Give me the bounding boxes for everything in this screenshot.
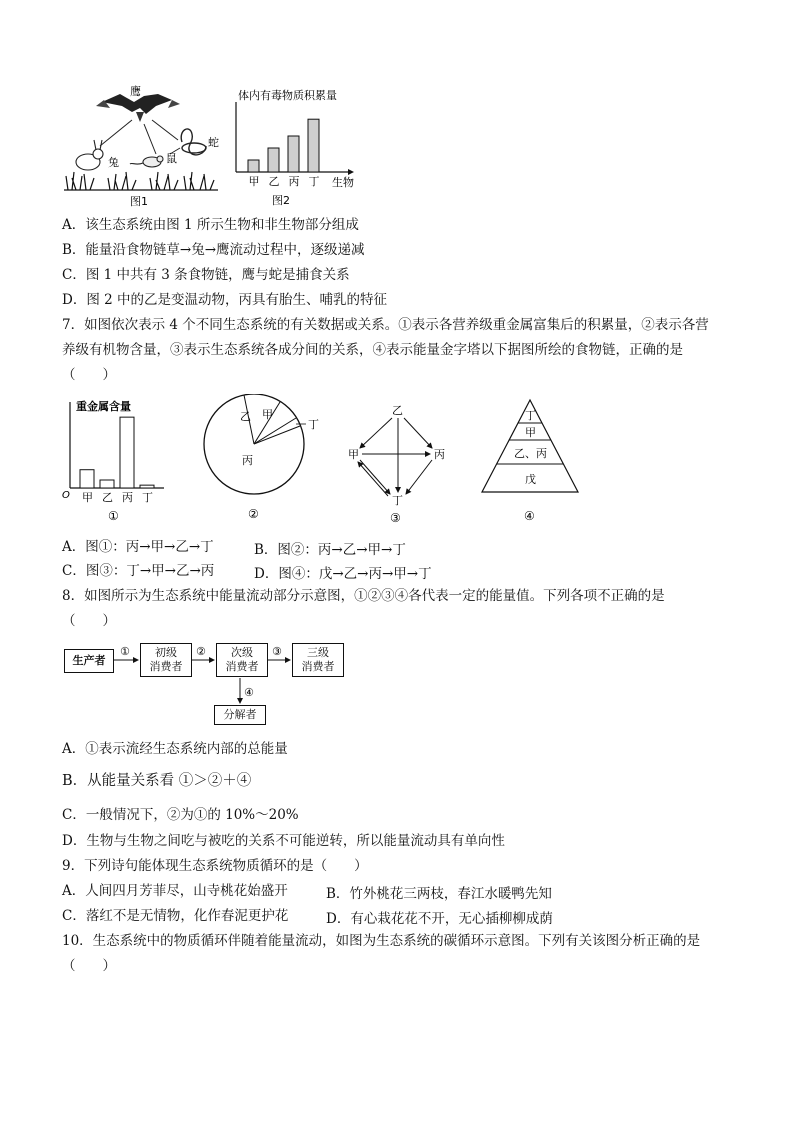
q7f1-ylabel: 重金属含量 [76,400,131,413]
q8-option-c: C．一般情况下，②为①的 10%～20% [62,807,299,823]
pie-label-yi: 乙 [240,410,251,423]
toxin-bar-chart [228,88,368,208]
q6-option-b: B．能量沿食物链草→兔→鹰流动过程中，逐级递减 [62,242,365,258]
q9-stem: 9．下列诗句能体现生态系统物质循环的是（ ） [62,858,368,874]
flow-secondary-label1: 次级 [231,646,253,659]
q7-stem-line1: 7．如图依次表示 4 个不同生态系统的有关数据或关系。①表示各营养级重金属富集后的积累量，②表示各营 [62,317,709,333]
q7f3-node-ding: 丁 [392,494,403,507]
flow-num-1: ① [120,645,130,658]
rabbit-illustration [76,140,103,170]
q9-option-b: B．竹外桃花三两枝，春江水暖鸭先知 [326,886,552,902]
rabbit-label: 兔 [108,156,119,169]
q7-option-a: A．图①：丙→甲→乙→丁 [62,539,214,555]
flow-decomposer-label: 分解者 [223,708,257,721]
fig2-ylabel: 体内有毒物质积累量 [238,89,337,102]
q7f1-bar-2 [120,417,134,488]
fig2-tick-3: 丁 [308,175,320,188]
flow-num-3: ③ [272,645,282,658]
fig2-tick-2: 丙 [288,175,300,188]
q7-stem-line2: 养级有机物含量，③表示生态系统各成分间的关系，④表示能量金字塔以下据图所绘的食物链，正确的是 [62,342,683,358]
pyramid-level-ding: 丁 [525,409,536,422]
snake-label: 蛇 [208,136,219,149]
q7f1-bar-0 [80,470,94,488]
flow-secondary-label2: 消费者 [225,660,259,673]
flow-arrows [112,640,302,710]
energy-pyramid [480,396,580,526]
q8-option-a: A．①表示流经生态系统内部的总能量 [62,741,288,757]
mouse-illustration [130,156,163,167]
q9-option-a: A．人间四月芳菲尽，山寺桃花始盛开 [62,883,288,899]
mouse-label: 鼠 [166,152,177,165]
q7-option-c: C．图③：丁→甲→乙→丙 [62,563,215,579]
q7f1-bar-1 [100,480,114,488]
q7f1-tick-0: 甲 [82,491,93,504]
fig2-x-arrow [348,169,354,175]
q6-option-d: D．图 2 中的乙是变温动物，丙具有胎生、哺乳的特征 [62,292,387,308]
q7f3-node-yi: 乙 [392,404,403,417]
food-web-figure [60,84,230,209]
fig2-bar-3 [308,119,319,172]
flow-num-4: ④ [244,686,254,699]
fig2-bar-0 [248,160,259,172]
flow-num-2: ② [196,645,206,658]
flow-primary-label2: 消费者 [149,660,183,673]
fig2-tick-1: 乙 [268,175,280,188]
q8-option-b: B．从能量关系看 ①＞②＋④ [62,773,252,789]
q6-option-a: A．该生态系统由图 1 所示生物和非生物部分组成 [62,217,359,233]
pie-label-bing: 丙 [242,454,253,467]
eagle-label: 鹰 [130,85,141,98]
q7f1-origin: O [62,490,70,501]
fig1-caption: 图1 [130,195,148,208]
ecosystem-relation-diagram [344,400,454,528]
q7f1-tick-2: 丙 [122,491,133,504]
fig2-tick-0: 甲 [248,175,260,188]
q7f3-number: ③ [390,511,401,525]
q8-paren: （ ） [62,613,116,629]
pie-label-jia: 甲 [262,408,273,421]
fig2-caption: 图2 [272,194,290,207]
pyramid-level-yi-bing: 乙、丙 [514,447,547,460]
q7f3-node-jia: 甲 [348,448,359,461]
q7f2-number: ② [248,507,259,521]
heavy-metal-bar-chart [60,396,170,526]
grass-illustration [64,172,218,190]
q10-paren: （ ） [62,958,116,974]
fig2-xlabel: 生物 [332,176,354,189]
q7f1-bar-3 [140,485,154,488]
flow-primary-label1: 初级 [155,646,177,659]
q9-option-d: D．有心栽花花不开，无心插柳柳成荫 [326,911,553,927]
flow-producer-label: 生产者 [72,654,106,667]
q7f1-number: ① [108,509,119,523]
eagle-illustration [96,94,180,122]
q7-option-d: D．图④：戊→乙→丙→甲→丁 [254,566,432,582]
q7f3-arrows [358,418,432,496]
q7f3-node-bing: 丙 [434,448,445,461]
q7f1-tick-1: 乙 [102,491,113,504]
q8-stem-line1: 8．如图所示为生态系统中能量流动部分示意图，①②③④各代表一定的能量值。下列各项不正确的是 [62,588,665,604]
food-web-arrows [100,120,180,154]
flow-tertiary-label2: 消费者 [301,660,335,673]
q7-option-b: B．图②：丙→乙→甲→丁 [254,542,406,558]
flow-tertiary-label1: 三级 [307,646,329,659]
q7f4-number: ④ [524,509,535,523]
snake-illustration [181,129,206,155]
q8-option-d: D．生物与生物之间吃与被吃的关系不可能逆转，所以能量流动具有单向性 [62,833,505,849]
pyramid-level-jia: 甲 [525,426,536,439]
pyramid-level-wu: 戊 [525,473,536,486]
q9-option-c: C．落红不是无情物，化作春泥更护花 [62,908,289,924]
fig2-bar-1 [268,148,279,172]
q7-paren: （ ） [62,367,116,383]
q10-stem: 10．生态系统中的物质循环伴随着能量流动，如图为生态系统的碳循环示意图。下列有关该图分析正确的是 [62,933,701,949]
pie-label-ding: 丁 [308,418,319,431]
flow-producer [64,649,114,673]
q6-option-c: C．图 1 中共有 3 条食物链，鹰与蛇是捕食关系 [62,267,350,283]
fig2-bar-2 [288,136,299,172]
organic-matter-pie-chart [196,394,336,526]
q7f1-tick-3: 丁 [142,491,153,504]
